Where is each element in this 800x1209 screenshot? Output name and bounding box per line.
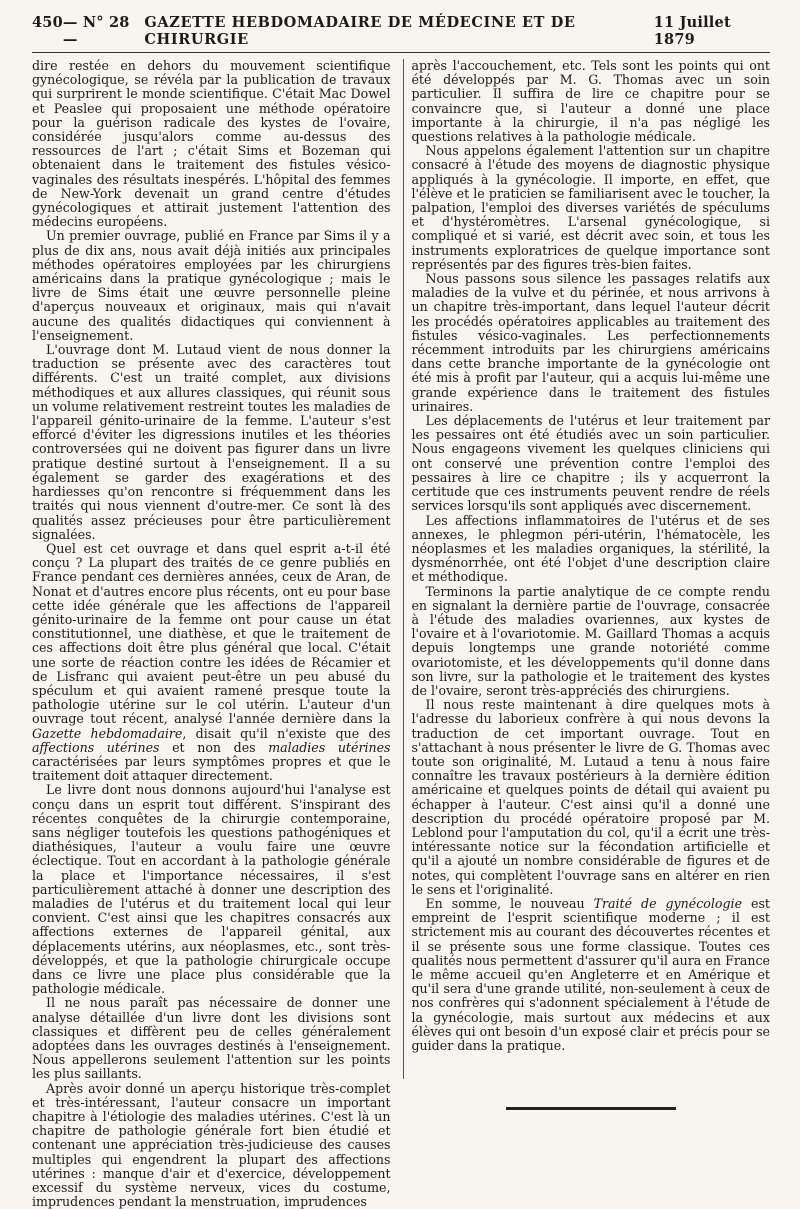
paragraph: Un premier ouvrage, publié en France par Sims il y a plus de dix ans, nous avait déjà initiés aux principales méthodes opératoires employées par les chirurgiens américains dans la pratique gynécologique ; mais le livre de Sims était une œuvre personnelle pleine d'aperçus nouveaux et originaux, mais qui n'avait aucune des qualités didactiques qui conviennent à l'enseignement. — [32, 228, 391, 343]
article-end-rule — [506, 1107, 676, 1110]
paragraph: après l'accouchement, etc. Tels sont les points qui ont été développés par M. G. Thomas avec un soin particulier. Il suffira de lire ce chapitre pour se convaincre que, si l'auteur a donné une place importante à la chirurgie, il n'a pas négligé les questions relatives à la pathologie médicale. — [411, 58, 770, 145]
paragraph: Après avoir donné un aperçu historique très-complet et très-intéressant, l'auteur consacre un important chapitre à l'étiologie des maladies utérines. C'est là un chapitre de pathologie générale fort bien étudié et contenant une appréciation très-judicieuse des causes multiples qui engendrent la plupart des affections utérines : manque d'air et d'exercice, développement excessif du système nerveux, vices du costume, imprudences pendant la menstruation, imprudences — [32, 1080, 391, 1209]
paragraph: Il ne nous paraît pas nécessaire de donner une analyse détaillée d'un livre dont les divisions sont classiques et diffèrent peu de celles généralement adoptées dans les ouvrages destinés à l'enseignement. Nous appellerons seulement l'attention sur les points les plus saillants. — [32, 995, 391, 1082]
issue-number: — N° 28 — — [62, 14, 130, 48]
article-body — [32, 58, 770, 1209]
paragraph: Les affections inflammatoires de l'utérus et de ses annexes, le phlegmon péri-utérin, l'hématocèle, les néoplasmes et les maladies organiques, la stérilité, la dysménorrhée, ont été l'objet d'une description claire et méthodique. — [411, 512, 770, 585]
paragraph: L'ouvrage dont M. Lutaud vient de nous donner la traduction se présente avec des caractères tout différents. C'est un traité complet, aux divisions méthodiques et aux allures classiques, qui réunit sous un volume relativement restreint toutes les maladies de l'appareil génito-urinaire de la femme. L'auteur s'est efforcé d'éviter les digressions inutiles et les théories controversées qui ne doivent pas figurer dans un livre pratique destiné surtout à l'enseignement. Il a su également se garder des exagérations et des hardiesses qu'on rencontre si fréquemment dans les traités qui nous viennent d'outre-mer. Ce sont là des qualités assez précieuses pour être particulièrement signalées. — [32, 342, 391, 542]
column-divider — [403, 59, 404, 1079]
paragraph-text: Quel est cet ouvrage et dans quel esprit a-t-il été conçu ? La plupart des traités de ce genre publiés en France pendant ces dernières années, ceux de Aran, de Nonat et d'autres encore plus récents, ont eu pour base cette idée générale que les affections de l'appareil génito-urinaire de la femme ont pour cause un état constitutionnel, une diathèse, et que le traitement de ces affections doit être plus général que local. C'était une sorte de réaction contre les idées de Récamier et de Lisfranc qui avaient peut-être un peu abusé du spéculum et qui avaient ramené presque toute la pathologie utérine sur le col utérin. L'auteur d'un ouvrage tout récent, analysé l'année dernière dans la — [32, 540, 391, 727]
paragraph-text: En somme, le nouveau — [425, 895, 594, 911]
paragraph: Terminons la partie analytique de ce compte rendu en signalant la dernière partie de l'ouvrage, consacrée à l'étude des maladies ovariennes, aux kystes de l'ovaire et à l'ovariotomie. M. Gaillard Thomas a acquis depuis longtemps une grande notoriété comme ovariotomiste, et les développements qu'il donne dans son livre, sur la pathologie et le traitement des kystes de l'ovaire, seront très-appréciés des chirurgiens. — [411, 583, 770, 698]
paragraph-text: caractérisées par leurs symptômes propres et que le traitement doit attaquer directement. — [32, 753, 391, 784]
right-column — [409, 59, 770, 1079]
emphasis-term: affections utérines — [32, 739, 160, 755]
paragraph — [32, 542, 391, 783]
paragraph: dire restée en dehors du mouvement scientifique gynécologique, se révéla par la publication de travaux qui surprirent le monde scientifique. C'était Mac Dowel et Peaslee qui proposaient une méthode opératoire pour la guérison radicale des kystes de l'ovaire, considérée jusqu'alors comme au-dessus des ressources de l'art ; c'était Sims et Bozeman qui obtenaient dans le traitement des fistules vésico-vaginales des résultats inespérés. L'hôpital des femmes de New-York devenait un grand centre d'études gynécologiques et attirait justement l'attention des médecins européens. — [32, 58, 391, 230]
issue-date: 11 Juillet 1879 — [653, 14, 731, 48]
emphasis-term: maladies utérines — [268, 739, 391, 755]
paragraph-text: est empreint de l'esprit scientifique moderne ; il est strictement mis au courant des découvertes récentes et il se présente sous une forme classique. Toutes ces qualités nous permettent d'assurer qu'il aura en France le même accueil qu'en Angleterre et en Amérique et qu'il sera d'une grande utilité, non-seulement à ceux de nos confrères qui s'adonnent spécialement à l'étude de la gynécologie, mais surtout aux médecins et aux élèves qui ont besoin d'un exposé clair et précis pour se guider dans la pratique. — [411, 895, 770, 1054]
paragraph: Le livre dont nous donnons aujourd'hui l'analyse est conçu dans un esprit tout différent. S'inspirant des récentes conquêtes de la chirurgie contemporaine, sans négliger toutefois les questions pathogéniques et diathésiques, l'auteur a voulu faire une œuvre éclectique. Tout en accordant à la pathologie générale la place et l'importance nécessaires, il s'est particulièrement attaché à donner une description des maladies de l'utérus et du traitement local qui leur convient. C'est ainsi que les chapitres consacrés aux affections externes de l'appareil génital, aux déplacements utérins, aux néoplasmes, etc., sont très-développés, et que la pathologie chirurgicale occupe dans ce livre une place plus considérable que la pathologie médicale. — [32, 782, 391, 997]
paragraph: Les déplacements de l'utérus et leur traitement par les pessaires ont été étudiés avec un soin particulier. Nous engageons vivement les quelques cliniciens qui ont conservé une prévention contre l'emploi des pessaires à lire ce chapitre ; ils y acquerront la certitude que ces instruments peuvent rendre de réels services lorsqu'ils sont appliqués avec discernement. — [411, 413, 770, 514]
journal-title: GAZETTE HEBDOMADAIRE DE MÉDECINE ET DE CHIRURGIE — [144, 14, 576, 48]
journal-citation: Gazette hebdomadaire — [32, 725, 183, 741]
page-number: 450 — [32, 14, 63, 31]
paragraph: Nous passons sous silence les passages relatifs aux maladies de la vulve et du périnée, et nous arrivons à un chapitre très-important, dans lequel l'auteur décrit les procédés opératoires applicables au traitement des fistules vésico-vaginales. Les perfectionnements récemment introduits par les chirurgiens américains dans cette branche importante de la gynécologie ont été mis à profit par l'auteur, qui a acquis lui-même une grande expérience dans le traitement des fistules urinaires. — [411, 271, 770, 414]
paragraph — [411, 897, 770, 1053]
paragraph: Il nous reste maintenant à dire quelques mots à l'adresse du laborieux confrère à qui nous devons la traduction de cet important ouvrage. Tout en s'attachant à nous présenter le livre de G. Thomas avec toute son originalité, M. Lutaud a tenu à nous faire connaître les travaux postérieurs à la dernière édition américaine et quelques points de détail qui avaient pu échapper à l'auteur. C'est ainsi qu'il a donné une description du procédé opératoire proposé par M. Leblond pour l'amputation du col, qu'il a écrit une très-intéressante notice sur la fécondation artificielle et qu'il a ajouté un nombre considérable de figures et de notes, qui complètent l'ouvrage sans en altérer en rien le sens et l'originalité. — [411, 697, 770, 897]
paragraph-text: , disait qu'il n'existe que des — [182, 725, 391, 741]
paragraph-text: et non des — [159, 739, 269, 755]
running-header — [32, 14, 770, 53]
left-column — [32, 58, 397, 1209]
book-title: Traité de gynécologie — [593, 895, 743, 911]
paragraph: Nous appelons également l'attention sur un chapitre consacré à l'étude des moyens de diagnostic physique appliqués à la gynécologie. Il importe, en effet, que l'élève et le praticien se familiarisent avec le toucher, la palpation, l'emploi des diverses variétés de spéculums et d'hystéromètres. L'arsenal gynécologique, si compliqué et si varié, est décrit avec soin, et tous les instruments exploratrices de quelque importance sont représentés par des figures très-bien faites. — [411, 143, 770, 272]
